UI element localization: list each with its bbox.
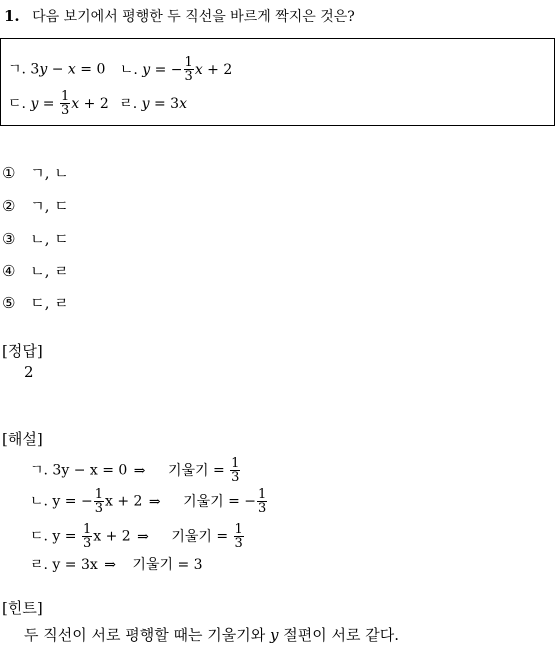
explanation-heading: [해설] — [2, 430, 43, 448]
option-mark: ⑤ — [2, 294, 16, 312]
fraction: $\frac{1}{3}$ — [61, 89, 70, 118]
option-5[interactable] — [2, 292, 69, 313]
question-text: 다음 보기에서 평행한 두 직선을 바르게 짝지은 것은? — [32, 9, 355, 25]
choice-c: ㄷ. y = $\frac{1}{3}$ x + 2 — [8, 89, 109, 118]
option-text: ㄱ, ㄴ — [30, 164, 69, 182]
option-mark: ② — [2, 197, 16, 215]
option-text: ㄷ, ㄹ — [30, 294, 69, 312]
option-text: ㄱ, ㄷ — [30, 197, 69, 215]
arrow-icon: ⇒ — [104, 557, 116, 573]
option-mark: ③ — [2, 230, 16, 248]
arrow-icon: ⇒ — [148, 493, 161, 510]
fraction: $\frac{1}{3}$ — [184, 55, 193, 84]
option-2[interactable] — [2, 195, 69, 216]
arrow-icon: ⇒ — [137, 528, 149, 545]
explanation-line-4: ㄹ. y = 3x ⇒ 기울기 = 3 — [30, 557, 203, 573]
choice-b: ㄴ. y = − $\frac{1}{3}$ x + 2 — [119, 55, 233, 84]
answer-heading: [정답] — [2, 342, 43, 360]
option-text: ㄴ, ㄹ — [30, 262, 69, 280]
choice-d: ㄹ. y = 3x — [119, 95, 187, 112]
arrow-icon: ⇒ — [133, 462, 146, 479]
question-line — [4, 6, 355, 26]
hint-heading: [힌트] — [2, 599, 43, 617]
option-1[interactable] — [2, 162, 69, 183]
box-row-2 — [8, 90, 187, 117]
option-3[interactable] — [2, 228, 69, 249]
option-text: ㄴ, ㄷ — [30, 230, 69, 248]
question-number: 1. — [4, 7, 20, 25]
explanation-line-1: ㄱ. 3y − x = 0 ⇒ 기울기 = $\frac{1}{3}$ — [30, 456, 240, 485]
option-mark: ① — [2, 164, 16, 182]
box-row-1 — [8, 56, 232, 83]
choice-a: ㄱ. 3y − x = 0 — [8, 61, 106, 78]
explanation-line-2: ㄴ. y = − $\frac{1}{3}$ x + 2 ⇒ 기울기 = − $\frac{1}{3}$ — [30, 487, 267, 516]
hint-text: 두 직선이 서로 평행할 때는 기울기와 y 절편이 서로 같다. — [24, 626, 399, 644]
explanation-line-3: ㄷ. y = $\frac{1}{3}$ x + 2 ⇒ 기울기 = $\frac{1}{3}$ — [30, 522, 243, 551]
option-4[interactable] — [2, 260, 69, 281]
option-mark: ④ — [2, 262, 16, 280]
answer-value: 2 — [24, 363, 34, 381]
